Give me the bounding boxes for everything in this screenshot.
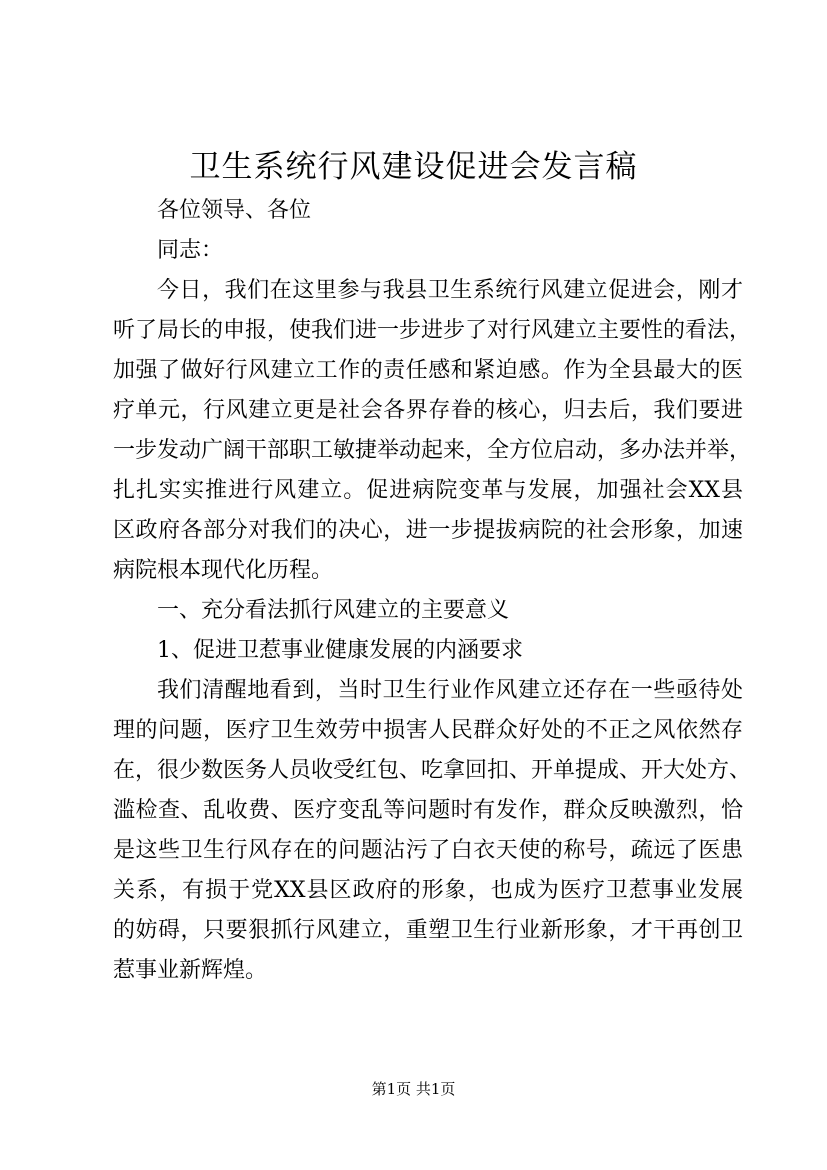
paragraph-line: 惹事业新辉煌。 bbox=[113, 958, 268, 983]
salutation-line-2: 同志： bbox=[157, 238, 224, 263]
paragraph-line: 滥检查、乱收费、医疗变乱等问题时有发作，群众反映激烈，恰 bbox=[113, 798, 743, 823]
subsection-heading: 1、促进卫惹事业健康发展的内涵要求 bbox=[157, 638, 523, 663]
paragraph-line: 疗单元，行风建立更是社会各界存眷的核心，归去后，我们要进 bbox=[113, 398, 743, 423]
paragraph-line: 听了局长的申报，使我们进一步进步了对行风建立主要性的看法， bbox=[113, 318, 752, 343]
document-title: 卫生系统行风建设促进会发言稿 bbox=[189, 149, 638, 185]
salutation-line-1: 各位领导、各位 bbox=[157, 198, 312, 223]
paragraph-line: 扎扎实实推进行风建立。促进病院变革与发展，加强社会XX县 bbox=[113, 478, 743, 503]
paragraph-line: 区政府各部分对我们的决心，进一步提拔病院的社会形象，加速 bbox=[113, 518, 743, 543]
paragraph-line: 一步发动广阔干部职工敏捷举动起来，全方位启动，多办法并举， bbox=[113, 438, 752, 463]
paragraph-line: 今日，我们在这里参与我县卫生系统行风建立促进会，刚才 bbox=[157, 278, 743, 303]
paragraph-line: 理的问题，医疗卫生效劳中损害人民群众好处的不正之风依然存 bbox=[113, 718, 743, 743]
section-heading: 一、充分看法抓行风建立的主要意义 bbox=[157, 598, 510, 623]
paragraph-line: 我们清醒地看到，当时卫生行业作风建立还存在一些亟待处 bbox=[157, 678, 743, 703]
paragraph-line: 病院根本现代化历程。 bbox=[113, 558, 334, 583]
paragraph-line: 是这些卫生行风存在的问题沾污了白衣天使的称号，疏远了医患 bbox=[113, 838, 743, 863]
paragraph-line: 在，很少数医务人员收受红包、吃拿回扣、开单提成、开大处方、 bbox=[113, 758, 752, 783]
paragraph-line: 的妨碍，只要狠抓行风建立，重塑卫生行业新形象，才干再创卫 bbox=[113, 918, 743, 943]
paragraph-line: 关系，有损于党XX县区政府的形象，也成为医疗卫惹事业发展 bbox=[113, 878, 743, 903]
page-footer: 第1页 共1页 bbox=[371, 1080, 456, 1098]
document-body bbox=[113, 191, 752, 991]
paragraph-line: 加强了做好行风建立工作的责任感和紧迫感。作为全县最大的医 bbox=[113, 358, 743, 383]
